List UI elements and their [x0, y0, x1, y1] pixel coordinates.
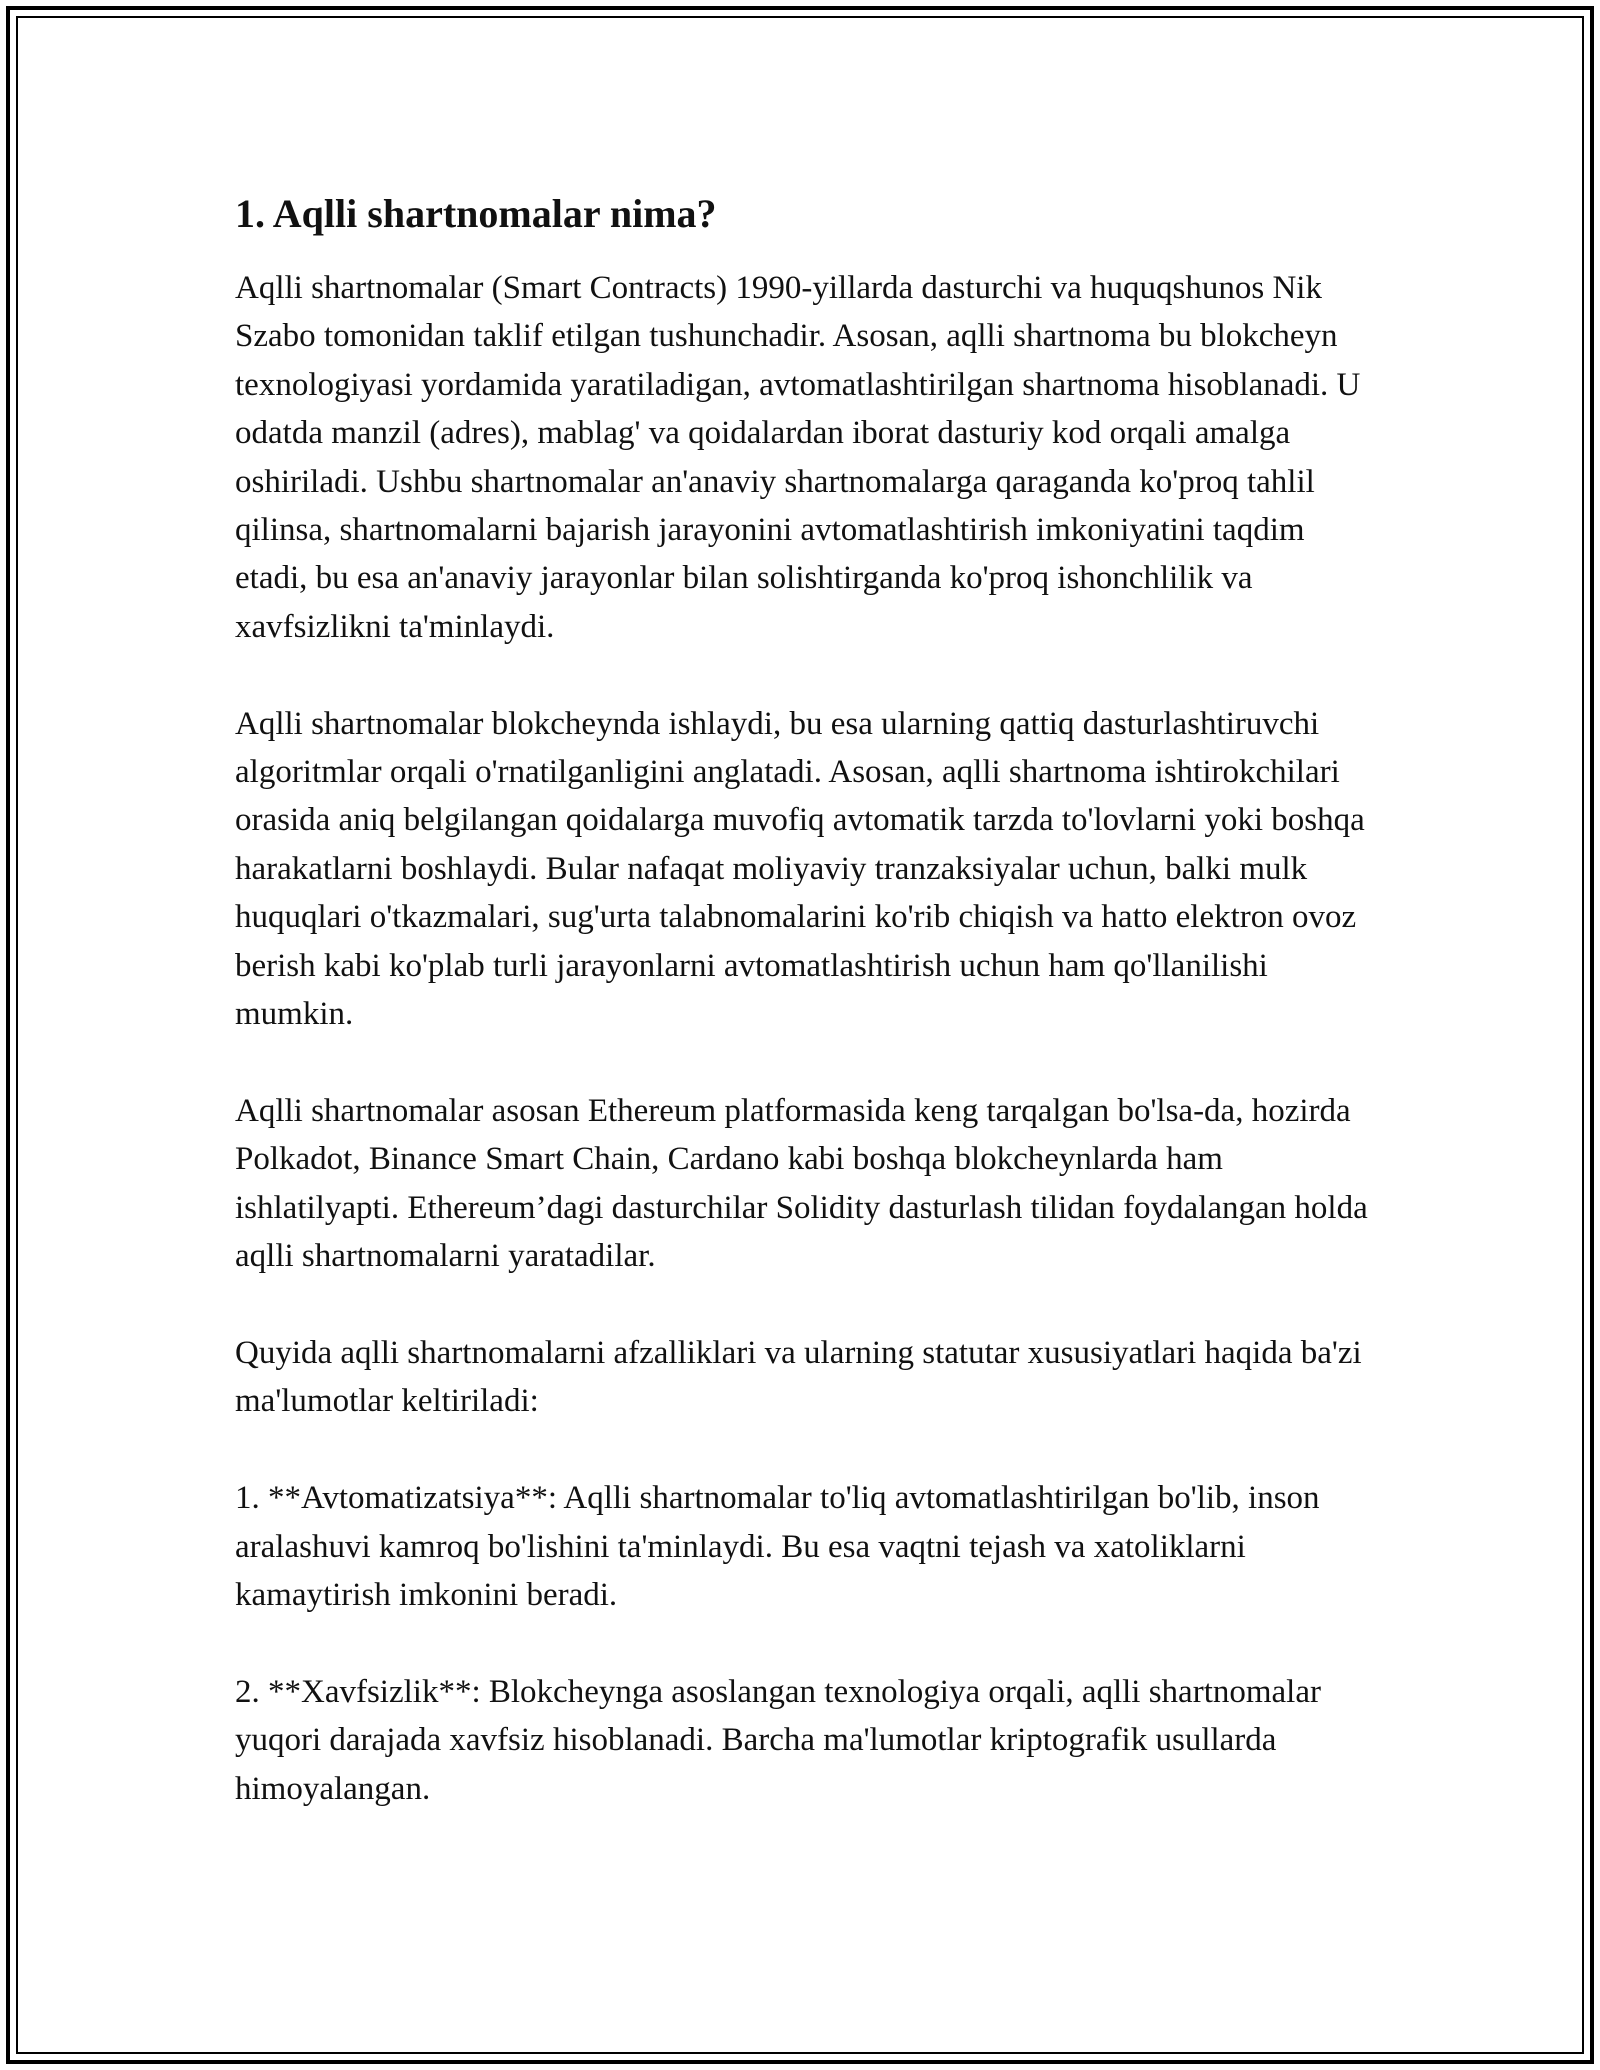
section-heading: 1. Aqlli shartnomalar nima?	[235, 191, 717, 236]
document-body	[235, 186, 1385, 1813]
paragraph-definition: Aqlli shartnomalar (Smart Contracts) 1990-yillarda dasturchi va huquqshunos Nik Szabo tomonidan taklif etilgan tushunchadir. Asosan, aqlli shartnoma bu blokcheyn texnologiyasi yordamida yaratiladigan, avtomatlashtirilgan shartnoma hisoblanadi. U odatda manzil (adres), mablag' va qoidalardan iborat dasturiy kod orqali amalga oshiriladi. Ushbu shartnomalar an'anaviy shartnomalarga qaraganda ko'proq tahlil qilinsa, shartnomalarni bajarish jarayonini avtomatlashtirish imkoniyatini taqdim etadi, bu esa an'anaviy jarayonlar bilan solishtirganda ko'proq ishonchlilik va xavfsizlikni ta'minlaydi.	[235, 270, 1361, 645]
paragraph-intro-list: Quyida aqlli shartnomalarni afzalliklari va ularning statutar xususiyatlari haqida ba'zi ma'lumotlar keltiriladi:	[235, 1334, 1362, 1420]
list-item-security: 2. **Xavfsizlik**: Blokcheynga asoslangan texnologiya orqali, aqlli shartnomalar yuqori darajada xavfsiz hisoblanadi. Barcha ma'lumotlar kriptografik usullarda himoyalangan.	[235, 1673, 1321, 1807]
paragraph-platforms: Aqlli shartnomalar asosan Ethereum platformasida keng tarqalgan bo'lsa-da, hozirda Polkadot, Binance Smart Chain, Cardano kabi boshqa blokcheynlarda ham ishlatilyapti. Ethereum’dagi dasturchilar Solidity dasturlash tilidan foydalangan holda aqlli shartnomalarni yaratadilar.	[235, 1092, 1368, 1275]
list-item-automation: 1. **Avtomatizatsiya**: Aqlli shartnomalar to'liq avtomatlashtirilgan bo'lib, inson aralashuvi kamroq bo'lishini ta'minlaydi. Bu esa vaqtni tejash va xatoliklarni kamaytirish imkonini beradi.	[235, 1480, 1320, 1613]
paragraph-how-it-works: Aqlli shartnomalar blokcheynda ishlaydi, bu esa ularning qattiq dasturlashtiruvchi algoritmlar orqali o'rnatilganligini anglatadi. Asosan, aqlli shartnoma ishtirokchilari orasida aniq belgilangan qoidalarga muvofiq avtomatik tarzda to'lovlarni yoki boshqa harakatlarni boshlaydi. Bular nafaqat moliyaviy tranzaksiyalar uchun, balki mulk huquqlari o'tkazmalari, sug'urta talabnomalarini ko'rib chiqish va hatto elektron ovoz berish kabi ko'plab turli jarayonlarni avtomatlashtirish uchun ham qo'llanilishi mumkin.	[235, 705, 1365, 1033]
